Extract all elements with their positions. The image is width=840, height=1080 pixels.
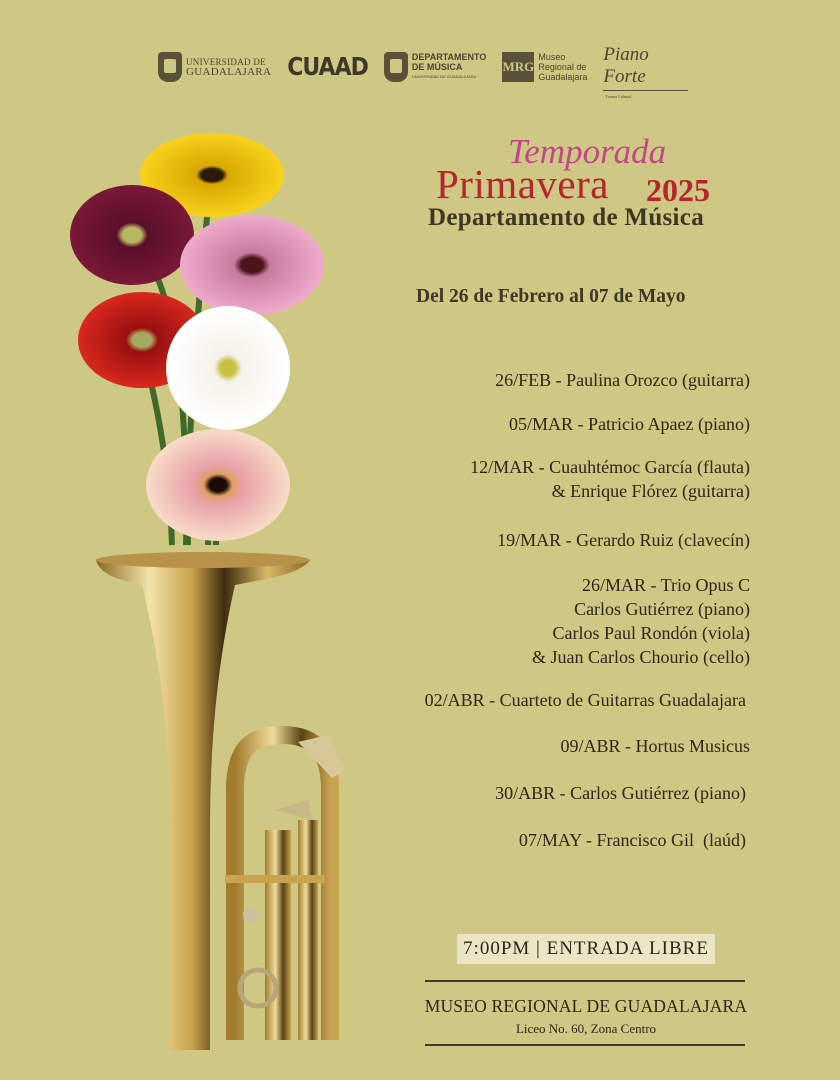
event-line: 26/MAR - Trio Opus C <box>581 575 750 595</box>
piano-forte-logo <box>603 43 688 99</box>
udg-crest-icon <box>158 52 182 82</box>
udg-logo <box>158 52 271 82</box>
piano-forte-label: Piano Forte <box>603 43 649 87</box>
divider-bottom <box>425 1044 745 1046</box>
event-line: & Enrique Flórez (guitarra) <box>551 481 750 501</box>
burgundy-gerbera <box>70 185 194 285</box>
dep-line2: DE MÚSICA <box>411 62 463 72</box>
sponsor-logos <box>158 43 688 99</box>
event-item <box>425 688 746 712</box>
event-line: & Juan Carlos Chourio (cello) <box>532 647 750 667</box>
dep-line1: DEPARTAMENTO <box>411 52 487 62</box>
event-item <box>470 455 750 503</box>
museo-line1: Museo <box>538 52 566 62</box>
udg-crest-icon <box>384 52 408 82</box>
season-script-title: Temporada <box>508 132 667 171</box>
event-line: Carlos Paul Rondón (viola) <box>552 623 750 643</box>
event-line: 02/ABR - Cuarteto de Guitarras Guadalajara <box>424 690 746 710</box>
venue-name: MUSEO REGIONAL DE GUADALAJARA <box>424 996 748 1016</box>
event-line: Carlos Gutiérrez (piano) <box>574 599 750 619</box>
peach-gerbera <box>146 429 290 541</box>
divider-top <box>425 980 745 982</box>
season-title: Primavera <box>436 161 609 207</box>
museo-line2: Regional de <box>538 62 587 72</box>
white-gerbera <box>166 306 290 430</box>
dep-line3: UNIVERSIDAD DE GUADALAJARA <box>411 74 477 79</box>
udg-line2: GUADALAJARA <box>186 66 272 78</box>
event-item <box>497 528 750 552</box>
event-item <box>560 734 750 758</box>
event-item <box>495 781 746 805</box>
event-item <box>519 828 746 852</box>
udg-line1: UNIVERSIDAD DE <box>186 57 266 67</box>
cuaad-logo <box>287 52 368 82</box>
department-title: Departamento de Música <box>428 204 704 231</box>
time-entry-badge: 7:00PM | ENTRADA LIBRE <box>457 934 715 964</box>
date-range: Del 26 de Febrero al 07 de Mayo <box>416 286 686 307</box>
event-item <box>509 412 750 436</box>
museo-regional-logo <box>502 52 587 82</box>
event-item <box>532 573 750 669</box>
event-line: 19/MAR - Gerardo Ruiz (clavecín) <box>497 530 750 550</box>
venue-address: Liceo No. 60, Zona Centro <box>515 1021 657 1036</box>
event-line: 12/MAR - Cuauhtémoc García (flauta) <box>470 457 750 477</box>
event-line: 05/MAR - Patricio Apaez (piano) <box>509 414 750 434</box>
cuaad-label: CUAAD <box>287 52 368 82</box>
event-item <box>495 368 750 392</box>
museo-line3: Guadalajara <box>538 72 588 82</box>
event-line: 09/ABR - Hortus Musicus <box>560 736 750 756</box>
pink-gerbera <box>180 215 324 315</box>
season-year: 2025 <box>646 172 710 208</box>
event-line: 07/MAY - Francisco Gil (laúd) <box>518 830 746 850</box>
piano-forte-tagline: Tiroma Cultural <box>605 93 632 99</box>
event-line: 26/FEB - Paulina Orozco (guitarra) <box>495 370 750 390</box>
departamento-musica-logo <box>384 52 487 82</box>
trumpet-flowers-illustration <box>60 130 380 1050</box>
mrg-mark-icon: MRG <box>502 52 534 82</box>
event-line: 30/ABR - Carlos Gutiérrez (piano) <box>495 783 746 803</box>
